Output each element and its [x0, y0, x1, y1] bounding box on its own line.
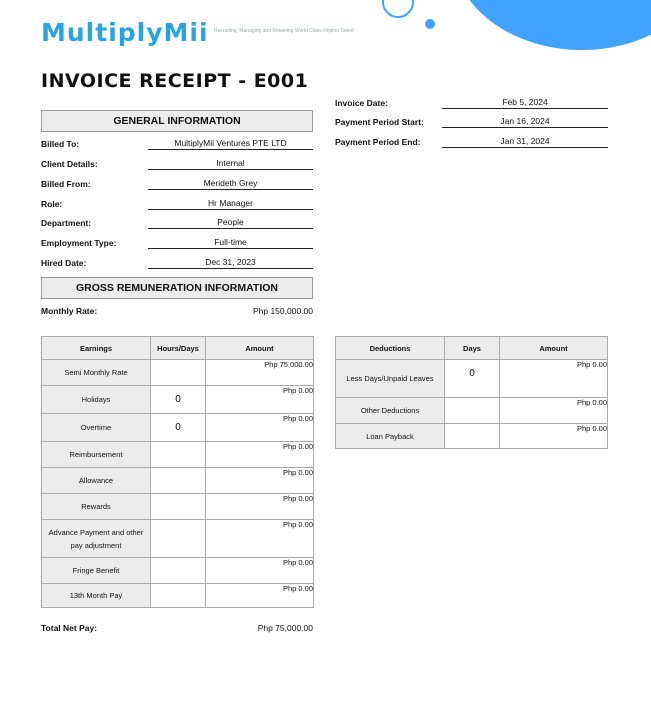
earnings-amount-col-header: Amount — [206, 337, 314, 360]
days-col-header: Days — [445, 337, 500, 360]
total-net-pay-label: Total Net Pay: — [41, 623, 98, 633]
table-row — [42, 520, 314, 558]
role-label: Role: — [41, 199, 63, 209]
deduction-days: 0 — [445, 360, 500, 398]
general-info-heading: GENERAL INFORMATION — [41, 110, 313, 132]
billed-to-value: MultiplyMii Ventures PTE LTD — [148, 138, 313, 150]
deductions-amount-col-header: Amount — [500, 337, 608, 360]
header-ring — [382, 0, 414, 18]
invoice-date-label: Invoice Date: — [335, 98, 388, 108]
earning-hours — [151, 584, 206, 608]
earnings-col-header: Earnings — [42, 337, 151, 360]
earning-hours: 0 — [151, 386, 206, 414]
hours-col-header: Hours/Days — [151, 337, 206, 360]
department-label: Department: — [41, 218, 92, 228]
billed-from-value: Merideth Grey — [148, 178, 313, 190]
earning-name: 13th Month Pay — [42, 584, 151, 608]
table-row — [42, 360, 314, 386]
earning-name: Holidays — [42, 386, 151, 414]
monthly-rate-value: Php 150,000.00 — [252, 306, 313, 316]
hired-date-label: Hired Date: — [41, 258, 87, 268]
employment-type-label: Employment Type: — [41, 238, 117, 248]
earning-hours — [151, 442, 206, 468]
role-value: Hr Manager — [148, 198, 313, 210]
earning-name: Rewards — [42, 494, 151, 520]
earning-hours: 0 — [151, 414, 206, 442]
billed-from-label: Billed From: — [41, 179, 91, 189]
table-row — [42, 442, 314, 468]
deduction-amount: Php 0.00 — [500, 360, 608, 398]
table-row — [42, 558, 314, 584]
period-start-value: Jan 16, 2024 — [442, 116, 608, 128]
table-row — [336, 398, 608, 424]
deduction-amount: Php 0.00 — [500, 424, 608, 449]
earnings-table — [41, 336, 314, 608]
brand-tagline: Recruiting, Managing and Retaining World Class Filipino Talent — [214, 28, 354, 34]
deduction-days — [445, 398, 500, 424]
total-net-pay-value: Php 75,000.00 — [257, 623, 313, 633]
table-row — [42, 414, 314, 442]
earning-hours — [151, 360, 206, 386]
employment-type-value: Full-time — [148, 237, 313, 249]
earning-hours — [151, 494, 206, 520]
earning-name: Overtime — [42, 414, 151, 442]
deduction-name: Less Days/Unpaid Leaves — [336, 360, 445, 398]
deduction-name: Loan Payback — [336, 424, 445, 449]
deductions-table — [335, 336, 608, 449]
monthly-rate-label: Monthly Rate: — [41, 306, 98, 316]
earning-hours — [151, 520, 206, 558]
period-start-label: Payment Period Start: — [335, 117, 424, 127]
earning-hours — [151, 558, 206, 584]
earning-amount: Php 0.00 — [206, 442, 314, 468]
header-dot — [425, 19, 435, 29]
deduction-amount: Php 0.00 — [500, 398, 608, 424]
period-end-value: Jan 31, 2024 — [442, 136, 608, 148]
client-details-value: Internal — [148, 158, 313, 170]
brand-logo: MultiplyMii — [41, 18, 209, 47]
deduction-days — [445, 424, 500, 449]
page-title: INVOICE RECEIPT - E001 — [41, 70, 309, 92]
earning-amount: Php 0.00 — [206, 494, 314, 520]
table-row — [336, 424, 608, 449]
department-value: People — [148, 217, 313, 229]
deduction-name: Other Deductions — [336, 398, 445, 424]
earning-amount: Php 0.00 — [206, 558, 314, 584]
earning-amount: Php 0.00 — [206, 414, 314, 442]
table-row — [42, 386, 314, 414]
invoice-date-value: Feb 5, 2024 — [442, 97, 608, 109]
header-blob — [452, 0, 651, 50]
earning-name: Advance Payment and other pay adjustment — [42, 520, 151, 558]
period-end-label: Payment Period End: — [335, 137, 421, 147]
earning-amount: Php 0.00 — [206, 468, 314, 494]
earning-amount: Php 75,000.00 — [206, 360, 314, 386]
earning-hours — [151, 468, 206, 494]
earning-amount: Php 0.00 — [206, 386, 314, 414]
hired-date-value: Dec 31, 2023 — [148, 257, 313, 269]
table-row — [42, 584, 314, 608]
earning-amount: Php 0.00 — [206, 584, 314, 608]
table-row — [42, 494, 314, 520]
earning-name: Allowance — [42, 468, 151, 494]
earning-name: Reimbursement — [42, 442, 151, 468]
billed-to-label: Billed To: — [41, 139, 80, 149]
deductions-col-header: Deductions — [336, 337, 445, 360]
gross-info-heading: GROSS REMUNERATION INFORMATION — [41, 277, 313, 299]
client-details-label: Client Details: — [41, 159, 98, 169]
earning-amount: Php 0.00 — [206, 520, 314, 558]
table-row — [42, 468, 314, 494]
earning-name: Fringe Benefit — [42, 558, 151, 584]
earning-name: Semi Monthly Rate — [42, 360, 151, 386]
table-row — [336, 360, 608, 398]
